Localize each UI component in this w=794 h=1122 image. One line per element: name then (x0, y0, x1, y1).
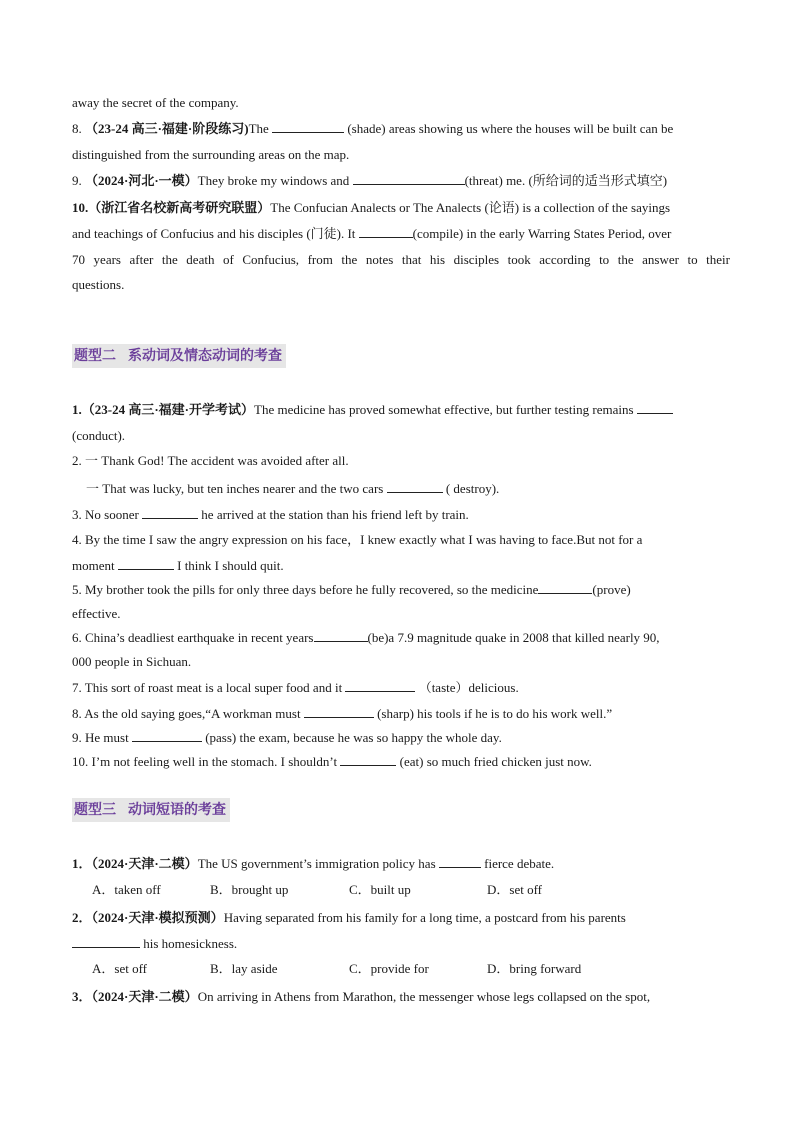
answer-blank[interactable] (314, 629, 368, 642)
question-9: 9. （2024·河北·一模）They broke my windows and (threat) me. (所给词的适当形式填空) (72, 173, 668, 188)
question-source: （2024·天津·二模） (91, 989, 198, 1004)
answer-blank[interactable] (345, 679, 415, 692)
mc-question-2: 2．（2024·天津·模拟预测）Having separated from his family for a long time, a postcard from his parents (72, 910, 626, 925)
question-source: （23-24 高三·福建·阶段练习) (85, 121, 249, 136)
section-heading-2: 题型二 系动词及情态动词的考查 (72, 344, 286, 368)
answer-blank[interactable] (118, 557, 174, 570)
text-line: 000 people in Sichuan. (72, 654, 192, 669)
answer-blank[interactable] (359, 225, 413, 238)
option-d[interactable]: D．bring forward (487, 961, 582, 976)
text-line: moment I think I should quit. (72, 558, 284, 573)
answer-blank[interactable] (272, 120, 344, 133)
text-line: questions. (72, 277, 125, 292)
answer-blank[interactable] (132, 729, 202, 742)
text-line: distinguished from the surrounding areas on the map. (72, 147, 350, 162)
option-d[interactable]: D．set off (487, 882, 543, 897)
answer-blank[interactable] (304, 705, 374, 718)
text-line: 70 years after the death of Confucius, from the notes that his disciples took according to the answer to their (72, 252, 730, 267)
question-4: 4. By the time I saw the angry expression on his face，I knew exactly what I was having to face.But not for a (72, 532, 643, 547)
question-3: 3. No sooner he arrived at the station than his friend left by train. (72, 507, 469, 522)
answer-blank[interactable] (538, 581, 592, 594)
section-heading-3: 题型三 动词短语的考查 (72, 798, 230, 822)
question-1: 1.（23-24 高三·福建·开学考试）The medicine has proved somewhat effective, but further testing remains (72, 401, 730, 419)
text-line: his homesickness. (72, 935, 730, 953)
answer-blank[interactable] (387, 480, 443, 493)
question-source: （2024·天津·模拟预测） (91, 910, 224, 925)
question-source: （浙江省名校新高考研究联盟） (88, 200, 271, 215)
text-line: effective. (72, 606, 121, 621)
question-8: 8. As the old saying goes,“A workman must (sharp) his tools if he is to do his work well.” (72, 706, 613, 721)
text-line: 一 That was lucky, but ten inches nearer and the two cars ( destroy). (86, 481, 500, 496)
question-source: （2024·天津·二模） (91, 856, 198, 871)
question-6: 6. China’s deadliest earthquake in recent years (be)a 7.9 magnitude quake in 2008 that killed nearly 90, (72, 630, 660, 645)
line-text: away the secret of the company. (72, 95, 239, 110)
question-5: 5. My brother took the pills for only three days before he fully recovered, so the medicine (prove) (72, 582, 631, 597)
option-b[interactable]: B．brought up (210, 882, 289, 897)
text-line (72, 94, 730, 112)
option-b[interactable]: B．lay aside (210, 961, 278, 976)
option-a[interactable]: A．taken off (92, 882, 161, 897)
question-8: 8. （23-24 高三·福建·阶段练习)The (shade) areas showing us where the houses will be built can be (72, 121, 674, 136)
answer-blank[interactable] (637, 401, 673, 414)
question-10: 10. I’m not feeling well in the stomach. I shouldn’t (eat) so much fried chicken just now. (72, 754, 592, 769)
answer-blank[interactable] (353, 172, 465, 185)
option-c[interactable]: C．built up (349, 882, 411, 897)
option-a[interactable]: A．set off (92, 961, 148, 976)
text-line: (conduct). (72, 428, 126, 443)
question-source: 1.（23-24 高三·福建·开学考试） (72, 402, 255, 417)
question-10: 10.（浙江省名校新高考研究联盟）The Confucian Analects or The Analects (论语) is a collection of the sayings (72, 200, 671, 215)
mc-question-3: 3．（2024·天津·二模）On arriving in Athens from Marathon, the messenger whose legs collapsed on the spot, (72, 989, 651, 1004)
mc-question-1: 1．（2024·天津·二模）The US government’s immigration policy has fierce debate. (72, 856, 555, 871)
answer-blank[interactable] (72, 935, 140, 948)
question-2: 2. 一 Thank God! The accident was avoided after all. (72, 453, 349, 468)
question-9: 9. He must (pass) the exam, because he was so happy the whole day. (72, 730, 502, 745)
answer-blank[interactable] (340, 753, 396, 766)
answer-blank[interactable] (439, 855, 481, 868)
question-7: 7. This sort of roast meat is a local super food and it （taste）delicious. (72, 680, 519, 695)
option-c[interactable]: C．provide for (349, 961, 429, 976)
text-line: and teachings of Confucius and his disciples (门徒). It (compile) in the early Warring States Period, over (72, 226, 672, 241)
answer-blank[interactable] (142, 506, 198, 519)
question-source: （2024·河北·一模） (85, 173, 198, 188)
